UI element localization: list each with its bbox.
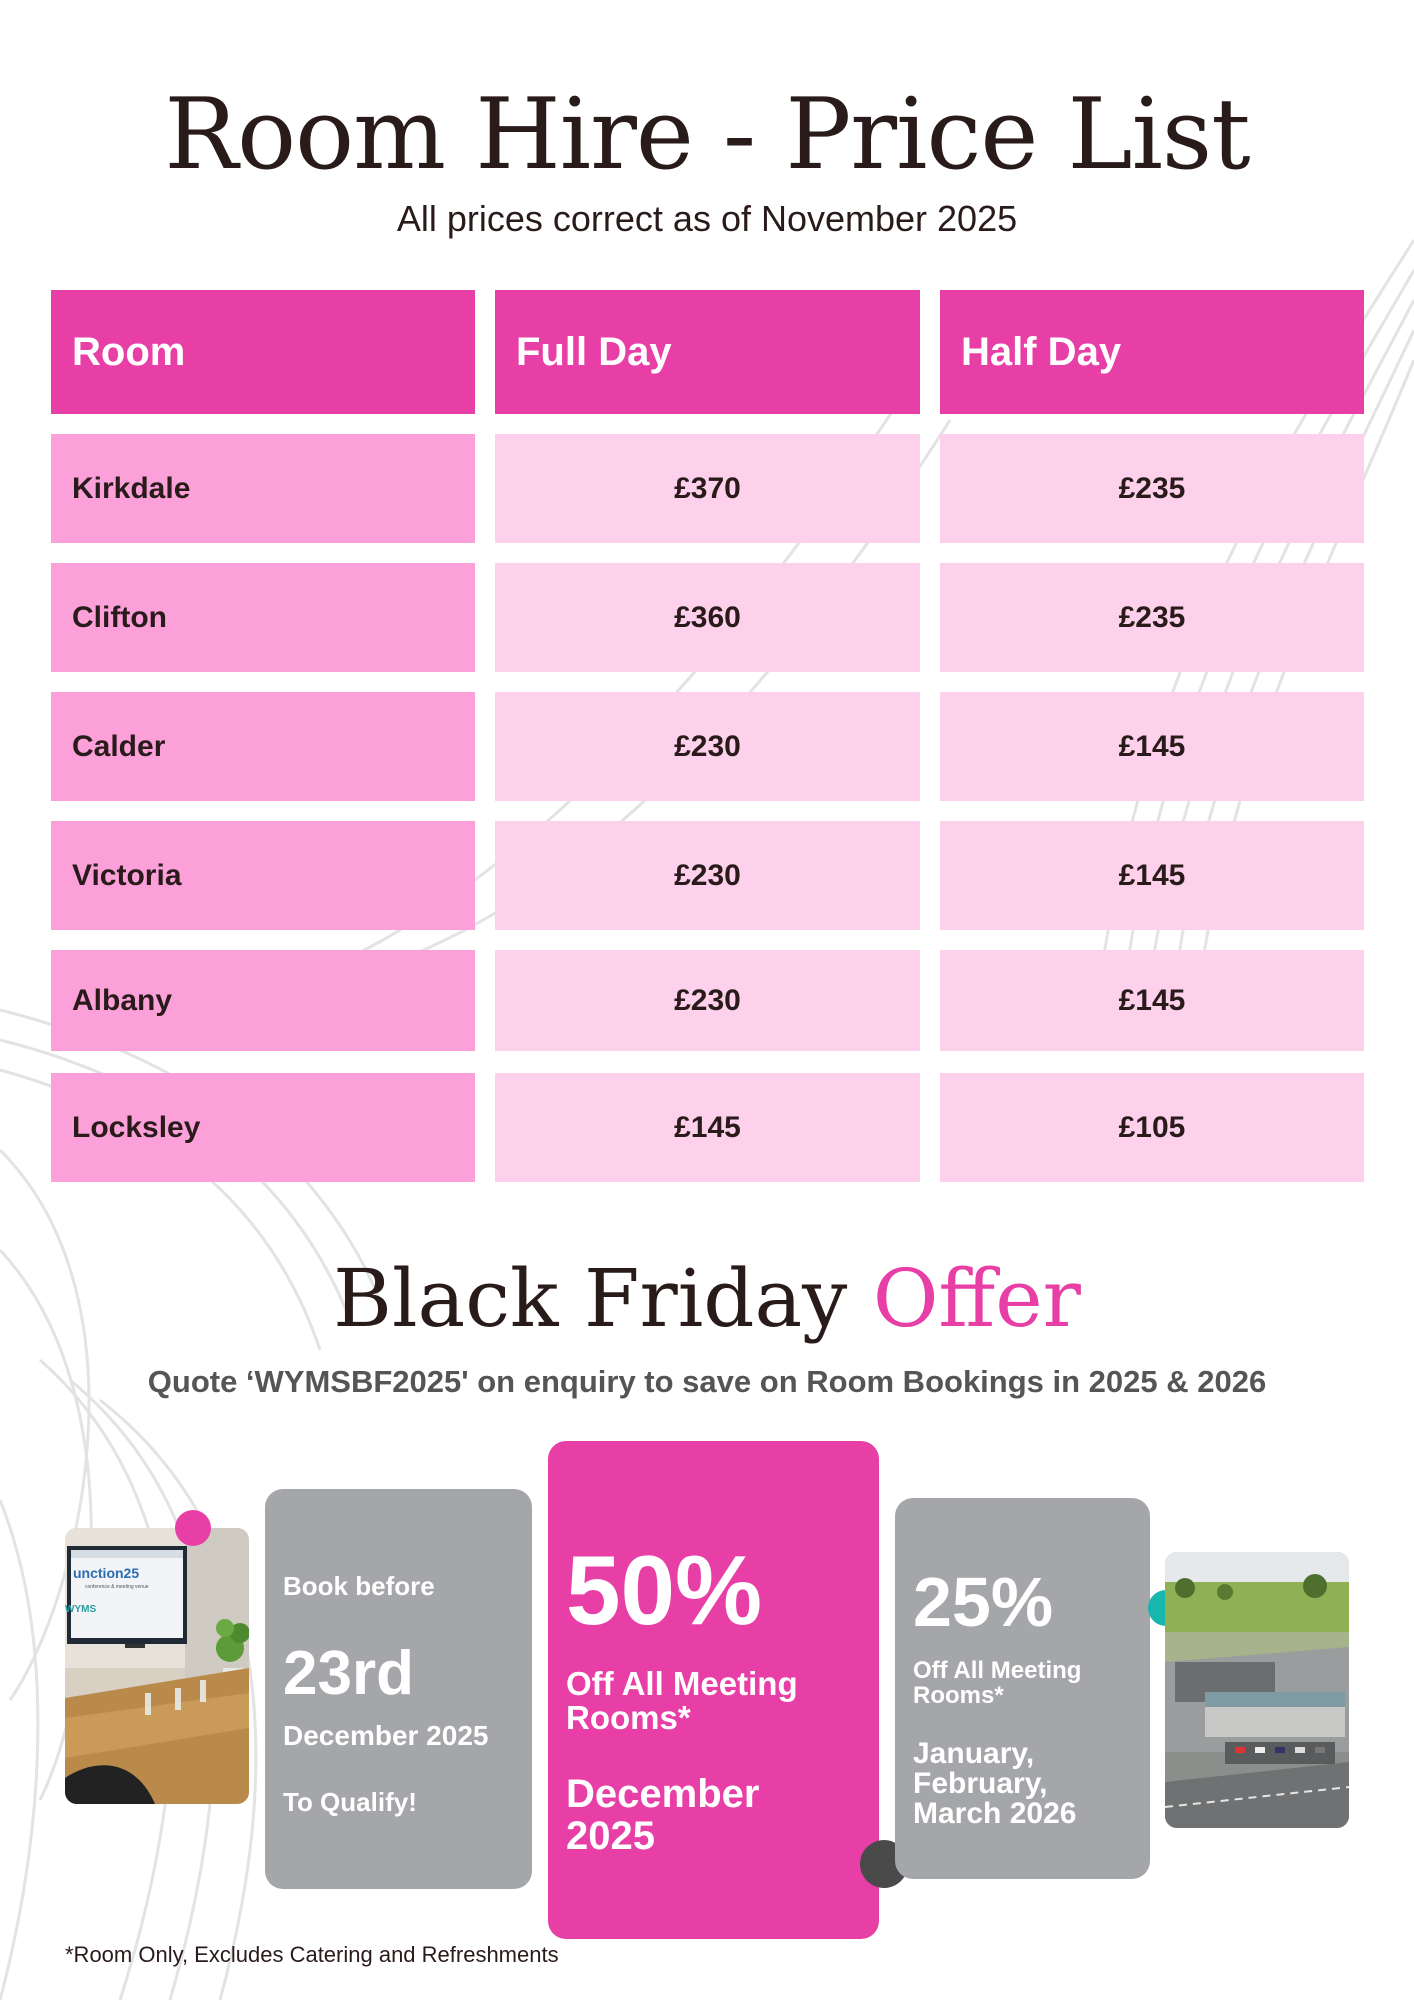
full-day-price: £230 — [495, 821, 920, 930]
room-name: Clifton — [51, 563, 475, 672]
december-month: December — [566, 1772, 760, 1816]
column-header-full-day: Full Day — [495, 290, 920, 414]
building-aerial-photo — [1165, 1552, 1349, 1828]
footnote: *Room Only, Excludes Catering and Refreshments — [65, 1942, 559, 1967]
q1-discount-card — [895, 1498, 1150, 1879]
book-before-month: December 2025 — [283, 1720, 489, 1751]
room-name: Victoria — [51, 821, 475, 930]
column-header-half-day: Half Day — [940, 290, 1364, 414]
offer-title — [0, 1252, 1414, 1345]
to-qualify-text: To Qualify! — [283, 1787, 417, 1817]
room-name: Kirkdale — [51, 434, 475, 543]
offer-title-main: Black Friday — [333, 1252, 848, 1345]
december-discount-percent: 50% — [566, 1535, 763, 1645]
screen-brand-text: unction25 — [73, 1565, 140, 1581]
full-day-price: £370 — [495, 434, 920, 543]
book-before-date: 23rd — [283, 1639, 414, 1708]
room-name: Albany — [51, 950, 475, 1051]
book-before-label: Book before — [283, 1571, 435, 1601]
half-day-price: £145 — [940, 692, 1364, 801]
q1-discount-desc-line1: Off All Meeting — [913, 1657, 1082, 1684]
meeting-room-photo — [65, 1528, 249, 1804]
december-discount-desc-line1: Off All Meeting — [566, 1665, 798, 1702]
pink-dot-decoration — [175, 1510, 211, 1546]
half-day-price: £145 — [940, 821, 1364, 930]
offer-title-accent: Offer — [872, 1252, 1081, 1345]
half-day-price: £145 — [940, 950, 1364, 1051]
december-discount-card — [548, 1441, 879, 1939]
half-day-price: £235 — [940, 563, 1364, 672]
page-subtitle: All prices correct as of November 2025 — [396, 198, 1018, 239]
book-before-card — [265, 1489, 532, 1889]
room-name: Calder — [51, 692, 475, 801]
screen-logo-text: WYMS — [65, 1604, 97, 1615]
q1-discount-desc-line2: Rooms* — [913, 1682, 1004, 1709]
room-name: Locksley — [51, 1073, 475, 1182]
full-day-price: £360 — [495, 563, 920, 672]
page-title: Room Hire - Price List — [164, 78, 1250, 192]
december-year: 2025 — [566, 1814, 655, 1858]
screen-tagline-text: conference & meeting venue — [85, 1584, 149, 1590]
december-discount-desc-line2: Rooms* — [566, 1699, 691, 1736]
q1-months-line2: February, — [913, 1767, 1048, 1800]
q1-months-line3: March 2026 — [913, 1797, 1077, 1830]
full-day-price: £230 — [495, 692, 920, 801]
half-day-price: £235 — [940, 434, 1364, 543]
full-day-price: £230 — [495, 950, 920, 1051]
q1-discount-percent: 25% — [913, 1563, 1054, 1641]
offer-promo-code-text: Quote ‘WYMSBF2025' on enquiry to save on Room Bookings in 2025 & 2026 — [147, 1364, 1267, 1399]
half-day-price: £105 — [940, 1073, 1364, 1182]
q1-months-line1: January, — [913, 1737, 1035, 1770]
column-header-room: Room — [51, 290, 475, 414]
full-day-price: £145 — [495, 1073, 920, 1182]
